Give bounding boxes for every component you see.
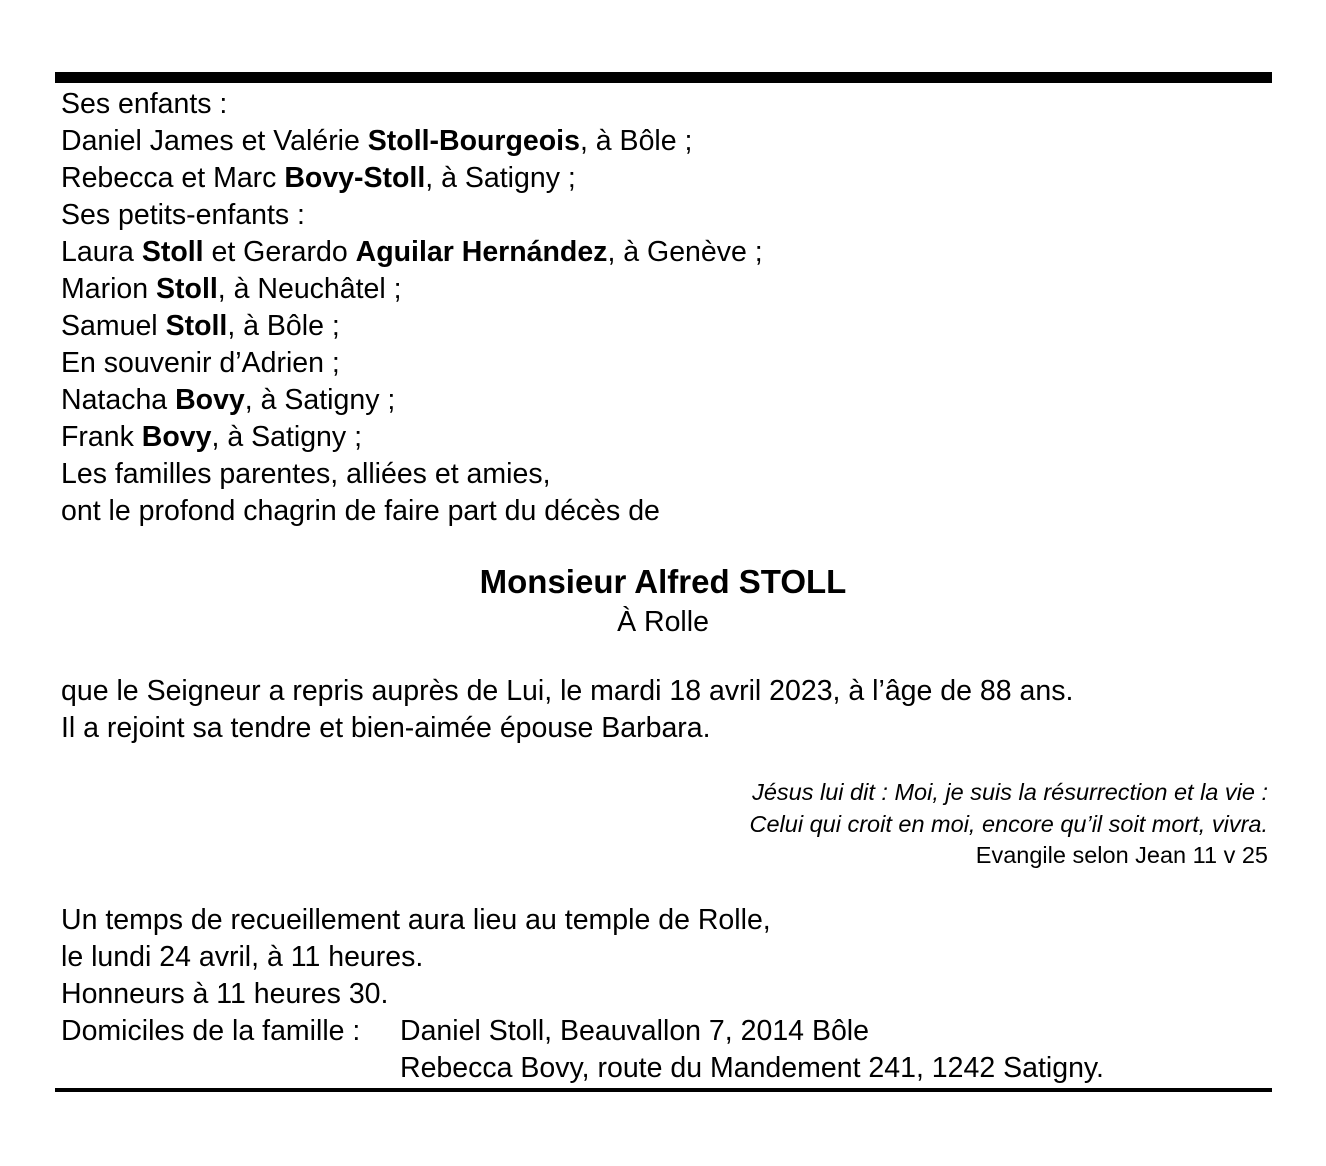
family-name: Stoll (156, 273, 218, 305)
locality: , à Satigny ; (244, 384, 396, 416)
ceremony-date: le lundi 24 avril, à 11 heures. (61, 941, 424, 973)
child-entry (61, 160, 763, 197)
child-entry (61, 123, 763, 160)
spouse-line: Il a rejoint sa tendre et bien-aimée épouse Barbara. (61, 712, 711, 744)
deceased-block (0, 560, 1326, 640)
quote-reference: Evangile selon Jean 11 v 25 (975, 842, 1268, 868)
family-address: Rebecca Bovy, route du Mandement 241, 1242 Satigny. (400, 1052, 1104, 1084)
locality: , à Genève ; (607, 236, 763, 268)
ceremony-block (61, 902, 1104, 1087)
family-name: Stoll (141, 236, 204, 268)
family-name: Stoll-Bourgeois (367, 125, 580, 157)
family-name: Stoll (165, 310, 228, 342)
family-address-row (61, 1013, 1104, 1050)
passing-line: que le Seigneur a repris auprès de Lui, le mardi 18 avril 2023, à l’âge de 88 ans. (61, 675, 1074, 707)
given-names: Samuel (61, 310, 166, 342)
children-heading: Ses enfants : (61, 88, 228, 120)
given-names: Natacha (61, 384, 176, 416)
given-names: Daniel James et Valérie (61, 125, 368, 157)
top-rule (55, 72, 1272, 83)
partner-family-name: Aguilar Hernández (355, 236, 608, 268)
locality: , à Satigny ; (211, 421, 362, 453)
message-block (61, 673, 1073, 747)
quote-line: Celui qui croit en moi, encore qu’il soit mort, vivra. (749, 810, 1268, 837)
locality: , à Bôle ; (579, 125, 693, 157)
deceased-place: À Rolle (617, 606, 709, 638)
grandchildren-heading: Ses petits-enfants : (61, 199, 305, 231)
locality: , à Satigny ; (425, 162, 576, 194)
locality: , à Neuchâtel ; (217, 273, 402, 305)
grandchild-entry (61, 308, 763, 345)
bible-quote (749, 777, 1268, 872)
given-names: Laura (61, 236, 142, 268)
grandchild-entry (61, 271, 763, 308)
given-names: Frank (61, 421, 142, 453)
addresses-label: Domiciles de la famille : (61, 1015, 361, 1047)
quote-line: Jésus lui dit : Moi, je suis la résurrection et la vie : (752, 779, 1268, 805)
grandchild-entry (61, 382, 763, 419)
given-names: Marion (61, 273, 157, 305)
bottom-rule (55, 1088, 1272, 1092)
locality: , à Bôle ; (227, 310, 340, 342)
grandchild-entry (61, 419, 763, 456)
given-names: Rebecca et Marc (61, 162, 285, 194)
memorial-text: En souvenir d’Adrien ; (61, 347, 340, 379)
ceremony-place: Un temps de recueillement aura lieu au temple de Rolle, (61, 904, 771, 936)
deceased-name: Monsieur Alfred STOLL (479, 563, 847, 600)
families-line: Les familles parentes, alliées et amies, (61, 458, 551, 490)
family-name: Bovy (175, 384, 245, 416)
honours-time: Honneurs à 11 heures 30. (61, 978, 389, 1010)
grandchild-entry (61, 234, 763, 271)
announcement-line: ont le profond chagrin de faire part du décès de (61, 495, 660, 527)
family-section (61, 86, 763, 530)
partner-given-name: et Gerardo (203, 236, 356, 268)
memorial-entry (61, 345, 763, 382)
family-address: Daniel Stoll, Beauvallon 7, 2014 Bôle (400, 1015, 869, 1047)
family-name: Bovy (141, 421, 212, 453)
family-name: Bovy-Stoll (284, 162, 426, 194)
